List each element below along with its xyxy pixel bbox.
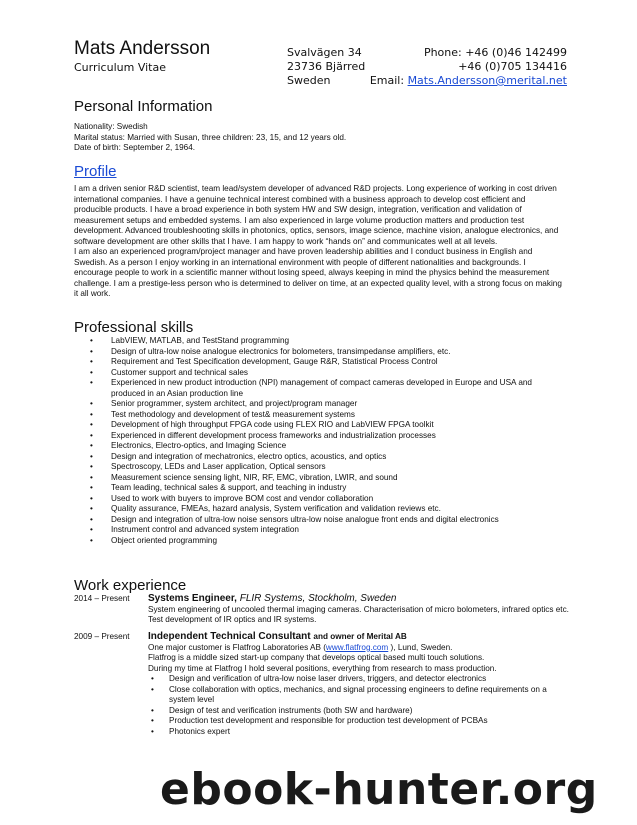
skill-item: • Experienced in new product introduction (NPI) management of compact cameras developed in Europe and USA and produced in an Asian production line bbox=[74, 378, 564, 399]
skill-item: • Requirement and Test Specification development, Gauge R&R, Statistical Process Control bbox=[74, 357, 564, 368]
watermark-text: ebook-hunter.org bbox=[160, 764, 598, 815]
skill-item: • LabVIEW, MATLAB, and TestStand programming bbox=[74, 336, 564, 347]
email-link[interactable]: Mats.Andersson@merital.net bbox=[407, 74, 567, 87]
job-title-suffix: and owner of Merital AB bbox=[313, 632, 407, 641]
skill-item: • Design and integration of mechatronics, electro optics, acoustics, and optics bbox=[74, 452, 564, 463]
address-city: 23736 Bjärred bbox=[287, 60, 366, 73]
job-title-line bbox=[148, 632, 569, 643]
date-of-birth: Date of birth: September 2, 1964. bbox=[74, 143, 196, 152]
address-street: Svalvägen 34 bbox=[287, 46, 362, 59]
skill-item: • Design and integration of ultra-low noise sensors ultra-low noise analogue front ends and digital electronics bbox=[74, 515, 564, 526]
personal-info-block bbox=[74, 122, 564, 154]
contact-block bbox=[370, 46, 567, 88]
customer-text: One major customer is Flatfrog Laboratories AB ( bbox=[148, 642, 326, 652]
job-consultant bbox=[74, 632, 569, 737]
job-title: Systems Engineer, bbox=[148, 593, 237, 604]
skills-heading: Professional skills bbox=[74, 319, 194, 336]
nationality: Nationality: Swedish bbox=[74, 122, 148, 131]
skill-item: • Object oriented programming bbox=[74, 536, 564, 547]
job-bullet: • Close collaboration with optics, mechanics, and signal processing engineers to define requirements on a system level bbox=[148, 685, 569, 706]
skill-item: • Test methodology and development of test& measurement systems bbox=[74, 410, 564, 421]
skill-item: • Customer support and technical sales bbox=[74, 368, 564, 379]
skill-item: • Measurement science sensing light, NIR, RF, EMC, vibration, LWIR, and sound bbox=[74, 473, 564, 484]
phone-mobile: +46 (0)705 134416 bbox=[458, 60, 567, 73]
address-block bbox=[287, 46, 365, 88]
job-bullet: • Design of test and verification instruments (both SW and hardware) bbox=[148, 706, 569, 717]
profile-paragraph: I am a driven senior R&D scientist, team lead/system developer of advanced R&D projects. Long experience of working in cost driven international companies. I have a genuine technical interest combined with a business approach to develop cost efficient and producible products. I have a broad experience in both system HW and SW design, integration, verification and validation of measurement setups and embedded systems. I am also experienced in large volume production matters and production test development. Advanced troubleshooting skills in photonics, optics, sensors, image science, machine vision, analogue electronics, and software development are other skills that I have. I am happy to work “hands on” and communicates well at all levels. bbox=[74, 184, 559, 246]
address-country: Sweden bbox=[287, 74, 331, 87]
job-flir bbox=[74, 594, 569, 626]
profile-paragraph: I am also an experienced program/project manager and have proven leadership abilities and I conduct business in English and Swedish. As a person I enjoy working in an international environment with people of different nationalities and backgrounds. I encourage people to work in a scientific manner without losing speed, always keeping in mind the physics behind the measurement challenge. I am a prestige-less person who is determined to deliver on time, at an expected quality level, with a strong focus on making it all work. bbox=[74, 247, 562, 298]
job-period: 2009 – Present bbox=[74, 632, 130, 641]
skill-item: • Spectroscopy, LEDs and Laser application, Optical sensors bbox=[74, 462, 564, 473]
skill-item: • Experienced in different development process frameworks and industrialization processes bbox=[74, 431, 564, 442]
skills-list bbox=[74, 336, 564, 546]
skill-item: • Used to work with buyers to improve BOM cost and vendor collaboration bbox=[74, 494, 564, 505]
skill-item: • Team leading, technical sales & support, and teaching in industry bbox=[74, 483, 564, 494]
job-period: 2014 – Present bbox=[74, 594, 130, 603]
job-bullet: • Design and verification of ultra-low noise laser drivers, triggers, and detector electronics bbox=[148, 674, 569, 685]
skill-item: • Development of high throughput FPGA code using FLEX RIO and LabVIEW FPGA toolkit bbox=[74, 420, 564, 431]
header-name: Mats Andersson bbox=[74, 38, 211, 59]
profile-text bbox=[74, 184, 564, 300]
skill-item: • Design of ultra-low noise analogue electronics for bolometers, transimpedanse amplifiers, etc. bbox=[74, 347, 564, 358]
job-bullet: • Photonics expert bbox=[148, 727, 569, 738]
profile-heading[interactable]: Profile bbox=[74, 163, 117, 180]
skill-item: • Instrument control and advanced system integration bbox=[74, 525, 564, 536]
header-subtitle: Curriculum Vitae bbox=[74, 61, 166, 74]
job-description: System engineering of uncooled thermal imaging cameras. Characterisation of micro bolometers, infrared optics etc. Test development of IR optics and IR systems. bbox=[148, 604, 569, 624]
email-line bbox=[370, 74, 567, 88]
company-description: Flatfrog is a middle sized start-up company that develops optical based multi touch solutions. bbox=[148, 653, 485, 662]
positions-description: During my time at Flatfrog I hold several positions, everything from research to mass production. bbox=[148, 663, 497, 673]
flatfrog-link[interactable]: www.flatfrog.com bbox=[325, 642, 389, 652]
job-bullet: • Production test development and responsible for production test development of PCBAs bbox=[148, 716, 569, 727]
email-label: Email: bbox=[369, 74, 405, 87]
phone-primary: Phone: +46 (0)46 142499 bbox=[423, 46, 567, 59]
job-title-line bbox=[148, 594, 569, 605]
customer-location: ), Lund, Sweden. bbox=[388, 642, 453, 652]
skill-item: • Electronics, Electro-optics, and Imaging Science bbox=[74, 441, 564, 452]
skill-item: • Senior programmer, system architect, and project/program manager bbox=[74, 399, 564, 410]
job-company: FLIR Systems, Stockholm, Sweden bbox=[239, 593, 397, 604]
skill-item: • Quality assurance, FMEAs, hazard analysis, System verification and validation reviews etc. bbox=[74, 504, 564, 515]
job-title: Independent Technical Consultant bbox=[148, 631, 311, 642]
marital-status: Marital status: Married with Susan, three children: 23, 15, and 12 years old. bbox=[74, 132, 347, 142]
job-customer-line bbox=[148, 643, 569, 654]
personal-info-heading: Personal Information bbox=[74, 98, 213, 115]
job-bullets bbox=[148, 674, 569, 737]
work-heading: Work experience bbox=[74, 577, 187, 594]
